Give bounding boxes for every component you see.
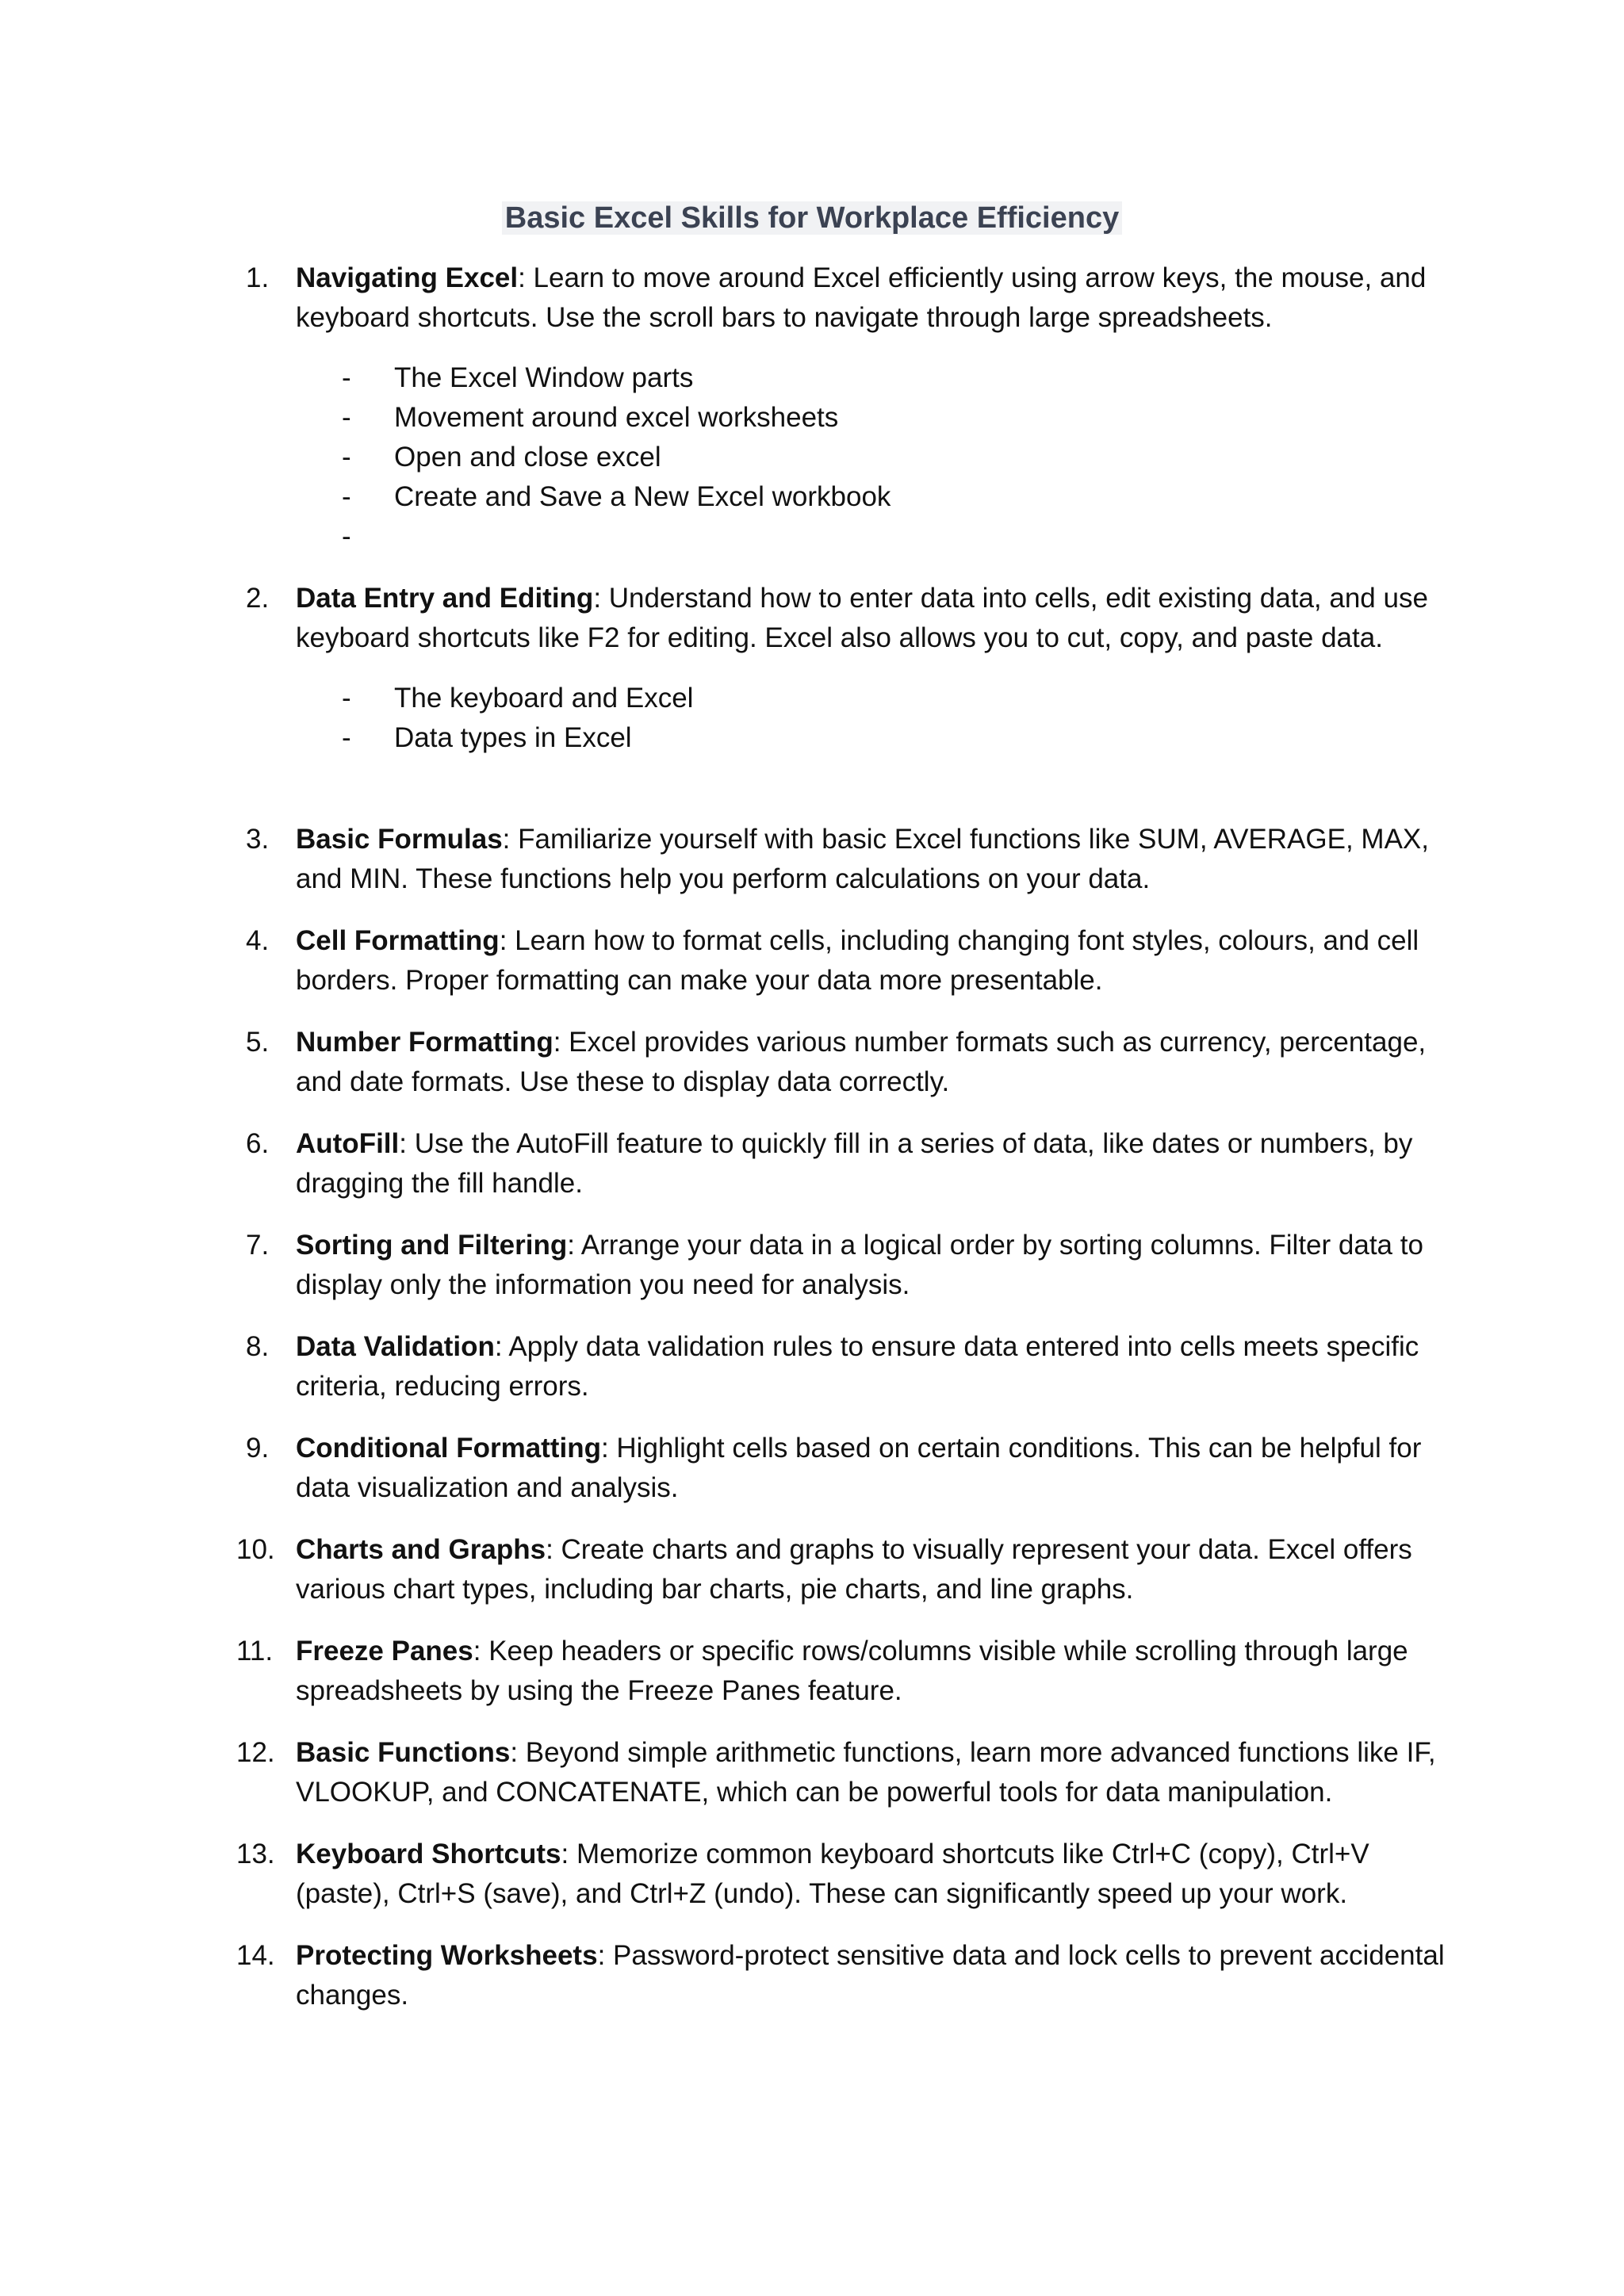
list-item-2 [0,579,1446,758]
list-item-title: AutoFill [296,1128,400,1159]
sub-list [296,358,1446,557]
list-item-number: 8. [246,1331,270,1362]
list-item-title: Navigating Excel [296,262,519,293]
sub-list [296,679,1446,758]
list-item-number: 10. [236,1534,275,1565]
sub-list-item-text: Movement around excel worksheets [394,402,839,433]
sub-list-item [296,718,1446,758]
list-item-title: Sorting and Filtering [296,1230,568,1261]
list-item-11 [0,1632,1446,1711]
dash-bullet: - [342,442,351,473]
list-item-1 [0,258,1446,557]
list-item-6 [0,1124,1446,1203]
list-item-text: : Apply data validation rules to ensure data entered into cells meets specific criteria, reducing errors. [296,1331,1419,1402]
list-item-number: 11. [236,1636,274,1667]
list-item-title: Data Entry and Editing [296,583,594,614]
list-item-4 [0,921,1446,1001]
list-item-14 [0,1936,1446,2015]
list-item-number: 1. [246,262,270,293]
list-item-13 [0,1835,1446,1914]
list-item-text: : Keep headers or specific rows/columns visible while scrolling through large spreadsheets by using the Freeze Panes feature. [296,1636,1408,1706]
dash-bullet: - [342,362,351,393]
dash-bullet: - [342,481,351,512]
list-item-text: : Use the AutoFill feature to quickly fill in a series of data, like dates or numbers, by dragging the fill handle. [296,1128,1413,1199]
list-item-number: 12. [236,1737,275,1768]
skills-list [0,258,1624,2038]
list-item-title: Basic Formulas [296,824,503,855]
sub-list-item-text: The Excel Window parts [394,362,694,393]
sub-list-item [296,679,1446,718]
dash-bullet: - [342,722,351,753]
list-item-number: 7. [246,1230,270,1261]
sub-list-item-text: Create and Save a New Excel workbook [394,481,891,512]
document-title [0,195,1624,241]
dash-bullet: - [342,683,351,714]
list-item-number: 14. [236,1940,275,1971]
sub-list-item-text: The keyboard and Excel [394,683,694,714]
sub-list-item-text: Data types in Excel [394,722,632,753]
list-item-7 [0,1226,1446,1305]
sub-list-item [296,477,1446,517]
list-item-title: Number Formatting [296,1027,553,1058]
sub-list-item-text: Open and close excel [394,442,661,473]
list-item-title: Cell Formatting [296,925,500,956]
sub-list-item [296,398,1446,438]
sub-list-item [296,517,1446,557]
list-item-12 [0,1733,1446,1812]
list-item-text: : Password-protect sensitive data and lock cells to prevent accidental changes. [296,1940,1445,2011]
list-item-text: : Excel provides various number formats such as currency, percentage, and date formats. Use these to display data correctly. [296,1027,1427,1097]
list-item-title: Data Validation [296,1331,495,1362]
dash-bullet: - [342,402,351,433]
list-item-number: 13. [236,1839,275,1869]
list-item-text: : Memorize common keyboard shortcuts like Ctrl+C (copy), Ctrl+V (paste), Ctrl+S (save), and Ctrl+Z (undo). These can significantly speed up your work. [296,1839,1369,1909]
list-item-text: : Create charts and graphs to visually represent your data. Excel offers various chart types, including bar charts, pie charts, and line graphs. [296,1534,1412,1605]
list-item-number: 5. [246,1027,270,1058]
list-item-text: : Beyond simple arithmetic functions, learn more advanced functions like IF, VLOOKUP, and CONCATENATE, which can be powerful tools for data manipulation. [296,1737,1436,1808]
list-item-text: : Learn how to format cells, including changing font styles, colours, and cell borders. Proper formatting can make your data more presentable. [296,925,1419,996]
list-item-number: 2. [246,583,270,614]
list-item-text: : Understand how to enter data into cells, edit existing data, and use keyboard shortcuts like F2 for editing. Excel also allows you to cut, copy, and paste data. [296,583,1428,653]
list-item-5 [0,1023,1446,1102]
list-item-text: : Arrange your data in a logical order by sorting columns. Filter data to display only the information you need for analysis. [296,1230,1423,1300]
list-item-9 [0,1429,1446,1508]
list-item-title: Keyboard Shortcuts [296,1839,561,1869]
sub-list-item [296,358,1446,398]
list-item-title: Freeze Panes [296,1636,473,1667]
list-item-text: : Familiarize yourself with basic Excel functions like SUM, AVERAGE, MAX, and MIN. These functions help you perform calculations on your data. [296,824,1429,894]
list-item-8 [0,1327,1446,1406]
list-item-title: Basic Functions [296,1737,511,1768]
list-item-number: 6. [246,1128,270,1159]
list-item-3 [0,820,1446,899]
list-item-number: 9. [246,1433,270,1464]
list-item-title: Conditional Formatting [296,1433,601,1464]
list-item-10 [0,1530,1446,1609]
list-item-number: 4. [246,925,270,956]
list-item-title: Charts and Graphs [296,1534,546,1565]
dash-bullet: - [342,521,351,552]
list-item-text: : Learn to move around Excel efficiently using arrow keys, the mouse, and keyboard shortcuts. Use the scroll bars to navigate through large spreadsheets. [296,262,1427,333]
document-title-text: Basic Excel Skills for Workplace Efficiency [502,201,1122,235]
list-item-text: : Highlight cells based on certain conditions. This can be helpful for data visualization and analysis. [296,1433,1422,1503]
sub-list-item [296,438,1446,477]
list-item-title: Protecting Worksheets [296,1940,598,1971]
list-item-number: 3. [246,824,270,855]
